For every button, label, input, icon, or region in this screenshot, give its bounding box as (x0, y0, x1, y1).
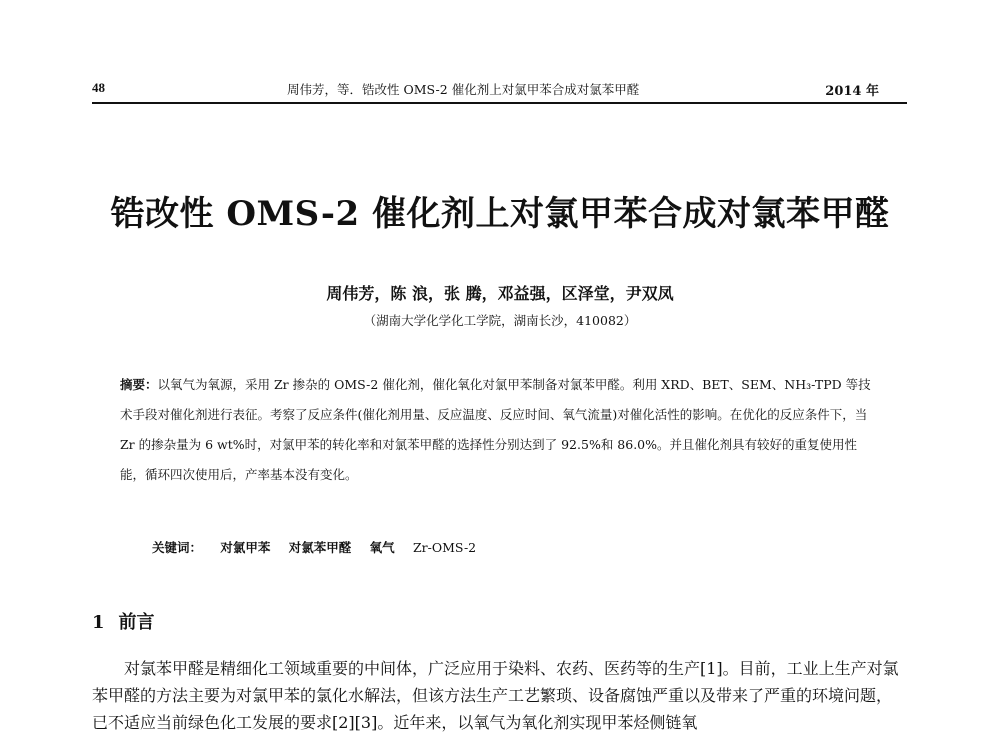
author-list: 周伟芳，陈 浪，张 腾，邓益强，区泽堂，尹双凤 (326, 284, 674, 303)
keyword-item: 对氯苯甲醛 (288, 540, 352, 555)
keyword-item: 氧气 (369, 540, 395, 555)
affiliation: （湖南大学化学化工学院，湖南长沙，410082） (363, 313, 637, 328)
paper-title: 锆改性 OMS-2 催化剂上对氯甲苯合成对氯苯甲醛 (110, 194, 890, 234)
abstract (120, 370, 880, 490)
running-header-title: 周伟芳，等．锆改性 OMS-2 催化剂上对氯甲苯合成对氯苯甲醛 (287, 82, 640, 97)
page-number: 48 (92, 80, 105, 95)
running-header-year: 2014 年 (825, 84, 879, 99)
section-heading (92, 608, 155, 634)
running-header (92, 76, 907, 104)
abstract-label: 摘要： (120, 377, 158, 392)
abstract-text: 以氧气为氧源，采用 Zr 掺杂的 OMS-2 催化剂，催化氧化对氯甲苯制备对氯苯甲醛。利用 XRD、BET、SEM、NH₃-TPD 等技术手段对催化剂进行表征。考察了反应条件(催化剂用量、反应温度、反应时间、氧气流量)对催化活性的影响。在优化的反应条件下，当 Zr 的掺杂量为 6 wt%时，对氯甲苯的转化率和对氯苯甲醛的选择性分别达到了 92.5%和 86.0%。并且催化剂具有较好的重复使用性能，循环四次使用后，产率基本没有变化。 (120, 377, 871, 482)
section-number: 1 (92, 612, 105, 633)
keywords (152, 538, 476, 556)
section-title: 前言 (118, 612, 155, 633)
body-paragraph: 对氯苯甲醛是精细化工领域重要的中间体，广泛应用于染料、农药、医药等的生产[1]。目前，工业上生产对氯苯甲醛的方法主要为对氯甲苯的氯化水解法，但该方法生产工艺繁琐、设备腐蚀严重以及带来了严重的环境问题，已不适应当前绿色化工发展的要求[2][3]。近年来，以氧气为氧化剂实现甲苯烃侧链氧 (92, 659, 899, 732)
keyword-item: Zr-OMS-2 (413, 540, 477, 555)
keywords-label: 关键词： (152, 540, 203, 555)
keyword-item: 对氯甲苯 (220, 540, 271, 555)
